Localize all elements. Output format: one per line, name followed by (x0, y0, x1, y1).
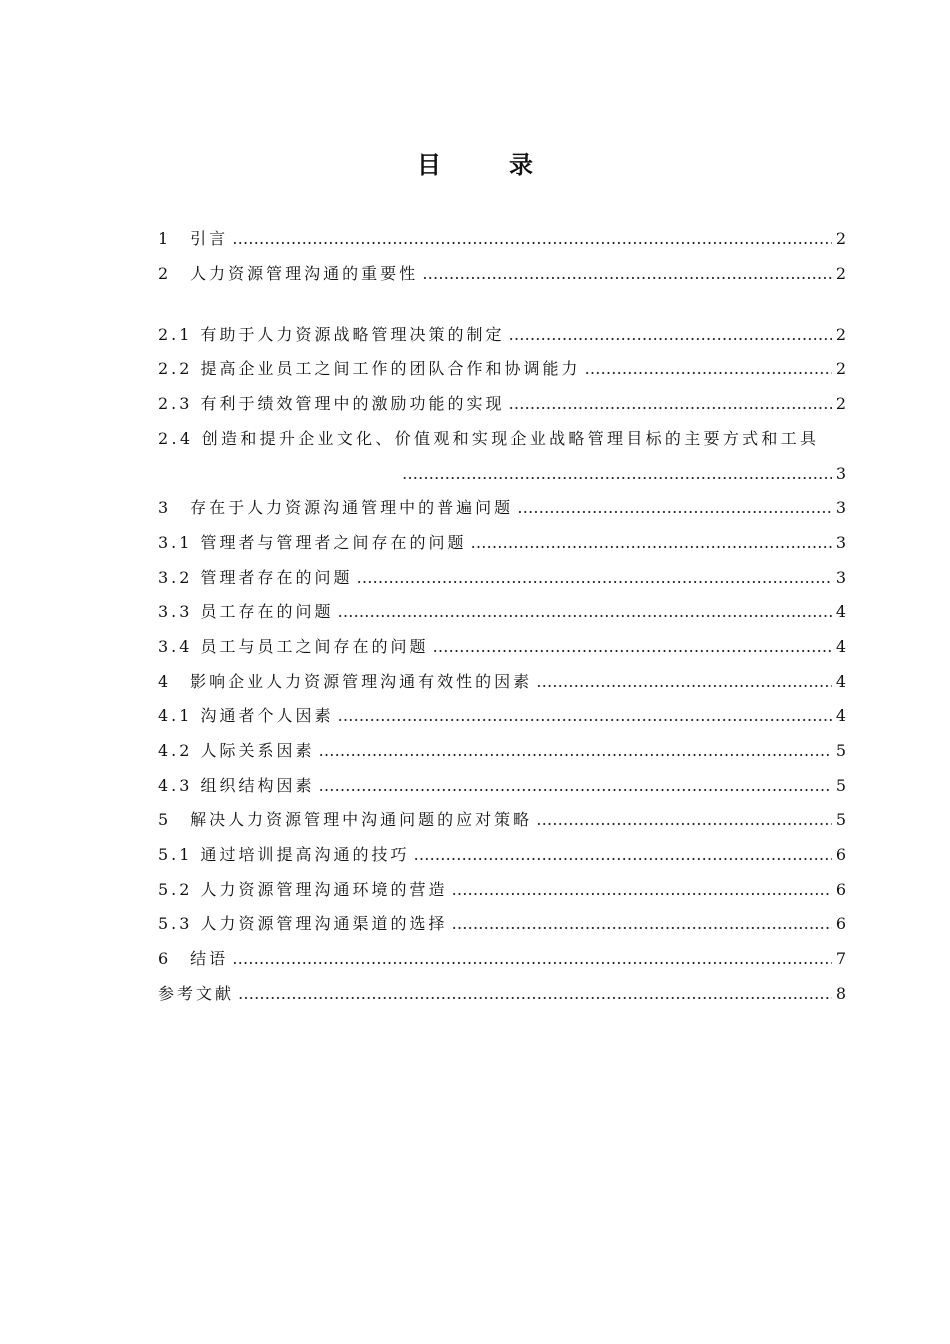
toc-leader-dots (319, 769, 832, 803)
toc-page-number: 6 (835, 914, 846, 933)
toc-entry-label: 5.3 人力资源管理沟通渠道的选择 (158, 914, 448, 933)
toc-page-number: 6 (835, 880, 846, 899)
toc-entry-label: 3.4 员工与员工之间存在的问题 (158, 637, 429, 656)
toc-page-number: 5 (835, 810, 846, 829)
toc-entry-label: 5.1 通过培训提高沟通的技巧 (158, 845, 410, 864)
toc-entry-label: 2.1 有助于人力资源战略管理决策的制定 (158, 325, 505, 344)
toc-entry-label: 3.1 管理者与管理者之间存在的问题 (158, 533, 467, 552)
toc-leader-dots (402, 457, 832, 491)
toc-entry[interactable] (158, 665, 848, 699)
toc-leader-dots (471, 526, 832, 560)
toc-page-number: 8 (835, 984, 846, 1003)
toc-entry-label: 2.4 创造和提升企业文化、价值观和实现企业战略管理目标的主要方式和工具 (158, 429, 820, 448)
toc-leader-dots (319, 734, 832, 768)
toc-page-number: 5 (835, 776, 846, 795)
toc-entry[interactable] (158, 561, 848, 595)
toc-entry[interactable] (158, 630, 848, 664)
toc-entry[interactable] (158, 838, 848, 872)
toc-entry-label: 5 解决人力资源管理中沟通问题的应对策略 (158, 810, 533, 829)
toc-leader-dots (232, 222, 832, 256)
toc-entry[interactable] (158, 318, 848, 352)
toc-page-number: 5 (835, 741, 846, 760)
toc-leader-dots (452, 907, 832, 941)
toc-page-number: 4 (835, 672, 846, 691)
toc-leader-dots (232, 942, 832, 976)
toc-entry[interactable] (158, 222, 848, 256)
toc-leader-dots (536, 803, 832, 837)
toc-leader-dots (517, 491, 832, 525)
toc-leader-dots (422, 257, 832, 291)
toc-page-number: 3 (835, 568, 846, 587)
toc-entry[interactable] (158, 257, 848, 291)
toc-entry-label: 6 结语 (158, 949, 229, 968)
toc-leader-dots (357, 561, 832, 595)
toc-entry-label: 4.3 组织结构因素 (158, 776, 315, 795)
toc-entry[interactable] (158, 803, 848, 837)
toc-entry-label: 2 人力资源管理沟通的重要性 (158, 264, 419, 283)
toc-leader-dots (433, 630, 832, 664)
toc-entry[interactable] (158, 942, 848, 976)
toc-entry-continuation[interactable] (158, 457, 848, 491)
toc-leader-dots (585, 352, 832, 386)
toc-entry[interactable] (158, 387, 848, 421)
toc-page-number: 3 (835, 533, 846, 552)
toc-page-number: 3 (835, 464, 846, 483)
toc-page-number: 7 (835, 949, 846, 968)
toc-entry-label: 参考文献 (158, 984, 235, 1003)
toc-entry-label: 3.3 员工存在的问题 (158, 602, 334, 621)
toc-entry[interactable] (158, 907, 848, 941)
toc-page-number: 3 (835, 498, 846, 517)
toc-entry[interactable] (158, 873, 848, 907)
toc-leader-dots (414, 838, 832, 872)
toc-entry[interactable] (158, 595, 848, 629)
toc-leader-dots (452, 873, 832, 907)
toc-leader-dots (338, 699, 832, 733)
toc-entry-label: 4 影响企业人力资源管理沟通有效性的因素 (158, 672, 533, 691)
toc-entry-label: 3.2 管理者存在的问题 (158, 568, 353, 587)
toc-entry-label: 2.3 有利于绩效管理中的激励功能的实现 (158, 394, 505, 413)
toc-leader-dots (238, 977, 832, 1011)
toc-entry-label: 2.2 提高企业员工之间工作的团队合作和协调能力 (158, 359, 581, 378)
toc-entry[interactable] (158, 699, 848, 733)
toc-leader-dots (509, 387, 832, 421)
toc-page-number: 2 (835, 264, 846, 283)
toc-entry[interactable] (158, 491, 848, 525)
toc-entry[interactable] (158, 352, 848, 386)
toc-entry-label: 4.2 人际关系因素 (158, 741, 315, 760)
page-title: 目 录 (417, 151, 555, 179)
toc-entry-label: 3 存在于人力资源沟通管理中的普遍问题 (158, 498, 514, 517)
toc-leader-dots (338, 595, 832, 629)
toc-entry[interactable] (158, 977, 848, 1011)
toc-entry[interactable] (158, 734, 848, 768)
toc-page-number: 2 (835, 229, 846, 248)
toc-page-number: 4 (835, 706, 846, 725)
toc-entry-label: 5.2 人力资源管理沟通环境的营造 (158, 880, 448, 899)
toc-entry-label: 4.1 沟通者个人因素 (158, 706, 334, 725)
toc-page-number: 2 (835, 359, 846, 378)
toc-page-number: 4 (835, 637, 846, 656)
toc-leader-dots (536, 665, 832, 699)
toc-entry[interactable] (158, 422, 848, 456)
toc-page-number: 2 (835, 325, 846, 344)
toc-entry-label: 1 引言 (158, 229, 229, 248)
toc-leader-dots (509, 318, 832, 352)
toc-page-number: 6 (835, 845, 846, 864)
toc-entry[interactable] (158, 526, 848, 560)
toc-page-number: 2 (835, 394, 846, 413)
toc-page-number: 4 (835, 602, 846, 621)
toc-entry[interactable] (158, 769, 848, 803)
